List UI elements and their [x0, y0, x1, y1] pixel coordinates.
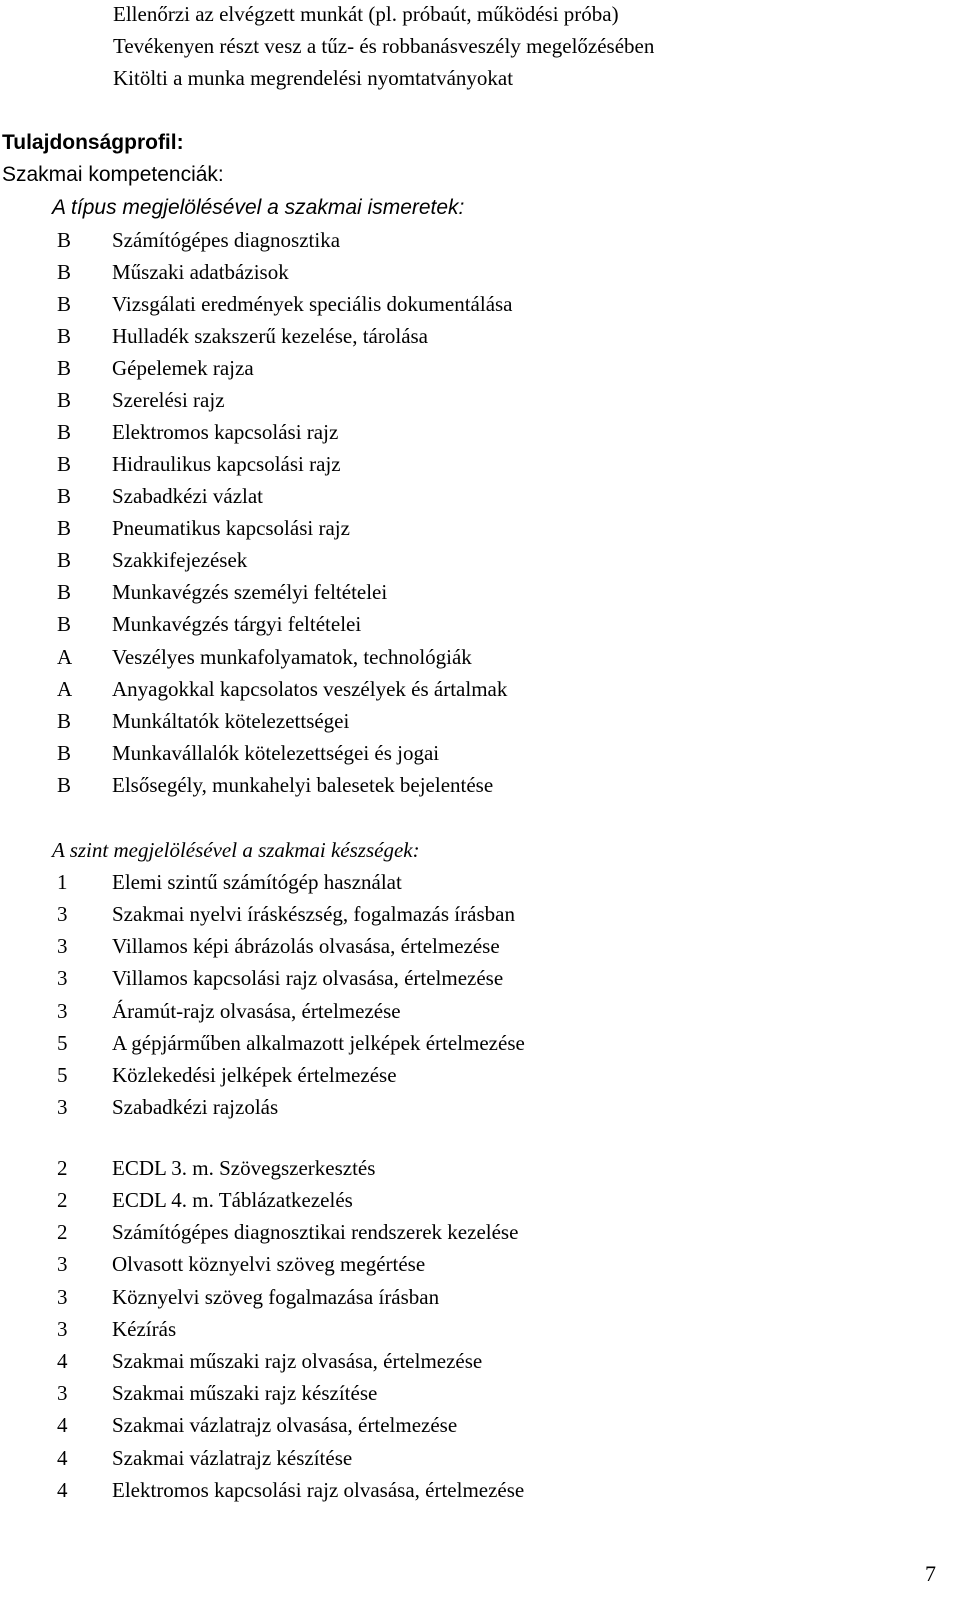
item-text: Szakmai nyelvi íráskészség, fogalmazás írásban [112, 902, 515, 926]
list-item [57, 1031, 525, 1055]
list-item [57, 1285, 439, 1309]
item-code: B [57, 484, 72, 508]
profile-heading: Tulajdonságprofil: [2, 131, 184, 154]
item-code: A [57, 645, 73, 669]
item-text: Munkavégzés személyi feltételei [112, 580, 388, 604]
item-text: Szakmai műszaki rajz készítése [112, 1381, 378, 1405]
item-code: B [57, 260, 72, 284]
item-code: 3 [57, 1285, 68, 1309]
item-text: ECDL 3. m. Szövegszerkesztés [112, 1156, 376, 1180]
list-item [57, 1220, 518, 1244]
item-code: 4 [57, 1446, 68, 1470]
item-text: Munkavégzés tárgyi feltételei [112, 612, 362, 636]
item-text: Pneumatikus kapcsolási rajz [112, 516, 350, 540]
item-text: Számítógépes diagnosztika [112, 228, 341, 252]
list-item [57, 452, 341, 476]
list-item [57, 580, 387, 604]
item-code: 3 [57, 1317, 68, 1341]
item-code: 4 [57, 1478, 68, 1502]
item-code: B [57, 324, 72, 348]
item-code: 5 [57, 1063, 68, 1087]
list-item [57, 548, 247, 572]
item-code: B [57, 709, 72, 733]
knowledge-section-title: A típus megjelölésével a szakmai ismeretek: [52, 196, 465, 219]
item-text: Villamos kapcsolási rajz olvasása, értelmezése [112, 966, 504, 990]
item-code: 4 [57, 1413, 68, 1437]
list-item [57, 1188, 353, 1212]
list-item [57, 1095, 278, 1119]
list-item [57, 999, 401, 1023]
list-item [57, 1381, 377, 1405]
skills-section-title: A szint megjelölésével a szakmai készségek: [52, 838, 420, 862]
item-code: B [57, 420, 72, 444]
item-code: B [57, 388, 72, 412]
list-item [57, 934, 500, 958]
item-code: 5 [57, 1031, 68, 1055]
item-text: Vizsgálati eredmények speciális dokumentálása [112, 292, 513, 316]
item-code: 3 [57, 1095, 68, 1119]
intro-line-2: Tevékenyen részt vesz a tűz- és robbanásveszély megelőzésében [113, 34, 655, 58]
item-text: Szabadkézi vázlat [112, 484, 263, 508]
item-code: B [57, 452, 72, 476]
item-text: Szakmai vázlatrajz olvasása, értelmezése [112, 1413, 458, 1437]
list-item [57, 292, 513, 316]
item-code: 3 [57, 1252, 68, 1276]
item-text: Munkáltatók kötelezettségei [112, 709, 350, 733]
item-code: 4 [57, 1349, 68, 1373]
list-item [57, 902, 515, 926]
item-code: 3 [57, 934, 68, 958]
list-item [57, 677, 507, 701]
list-item [57, 516, 350, 540]
item-text: Szakkifejezések [112, 548, 248, 572]
item-code: B [57, 580, 72, 604]
item-text: Számítógépes diagnosztikai rendszerek kezelése [112, 1220, 519, 1244]
item-text: Veszélyes munkafolyamatok, technológiák [112, 645, 472, 669]
item-text: Szakmai műszaki rajz olvasása, értelmezése [112, 1349, 483, 1373]
intro-line-3: Kitölti a munka megrendelési nyomtatványokat [113, 66, 514, 90]
list-item [57, 388, 225, 412]
item-text: Elektromos kapcsolási rajz [112, 420, 339, 444]
item-text: ECDL 4. m. Táblázatkezelés [112, 1188, 353, 1212]
list-item [57, 1413, 457, 1437]
item-code: 3 [57, 902, 68, 926]
item-text: Hulladék szakszerű kezelése, tárolása [112, 324, 429, 348]
item-text: Elemi szintű számítógép használat [112, 870, 402, 894]
item-code: 2 [57, 1220, 68, 1244]
list-item [57, 741, 439, 765]
list-item [57, 612, 361, 636]
item-code: B [57, 292, 72, 316]
item-text: Köznyelvi szöveg fogalmazása írásban [112, 1285, 440, 1309]
item-text: Szerelési rajz [112, 388, 225, 412]
item-text: Műszaki adatbázisok [112, 260, 289, 284]
item-text: A gépjárműben alkalmazott jelképek értelmezése [112, 1031, 525, 1055]
item-text: Áramút-rajz olvasása, értelmezése [112, 999, 401, 1023]
item-code: B [57, 516, 72, 540]
list-item [57, 1349, 482, 1373]
page-number: 7 [925, 1561, 936, 1586]
list-item [57, 1252, 425, 1276]
list-item [57, 870, 402, 894]
list-item [57, 1063, 397, 1087]
list-item [57, 324, 428, 348]
item-text: Olvasott köznyelvi szöveg megértése [112, 1252, 426, 1276]
list-item [57, 228, 340, 252]
item-text: Elektromos kapcsolási rajz olvasása, értelmezése [112, 1478, 525, 1502]
list-item [57, 1317, 176, 1341]
item-code: 3 [57, 966, 68, 990]
item-text: Anyagokkal kapcsolatos veszélyek és ártalmak [112, 677, 508, 701]
item-text: Szabadkézi rajzolás [112, 1095, 279, 1119]
item-code: 1 [57, 870, 68, 894]
list-item [57, 420, 338, 444]
item-code: 2 [57, 1188, 68, 1212]
item-code: 3 [57, 999, 68, 1023]
item-text: Munkavállalók kötelezettségei és jogai [112, 741, 440, 765]
item-code: B [57, 548, 72, 572]
item-code: B [57, 612, 72, 636]
item-text: Elsősegély, munkahelyi balesetek bejelentése [112, 773, 494, 797]
item-code: B [57, 741, 72, 765]
list-item [57, 773, 493, 797]
list-item [57, 1156, 375, 1180]
list-item [57, 356, 254, 380]
item-code: B [57, 773, 72, 797]
item-text: Kézírás [112, 1317, 177, 1341]
item-code: 3 [57, 1381, 68, 1405]
competencies-heading: Szakmai kompetenciák: [2, 163, 224, 186]
item-text: Gépelemek rajza [112, 356, 254, 380]
item-code: A [57, 677, 73, 701]
item-text: Villamos képi ábrázolás olvasása, értelmezése [112, 934, 500, 958]
item-code: B [57, 356, 72, 380]
item-code: B [57, 228, 72, 252]
list-item [57, 966, 503, 990]
list-item [57, 260, 289, 284]
list-item [57, 709, 349, 733]
list-item [57, 645, 472, 669]
item-text: Hidraulikus kapcsolási rajz [112, 452, 341, 476]
list-item [57, 1478, 524, 1502]
list-item [57, 1446, 352, 1470]
list-item [57, 484, 263, 508]
intro-line-1: Ellenőrzi az elvégzett munkát (pl. próbaút, működési próba) [113, 2, 619, 26]
item-code: 2 [57, 1156, 68, 1180]
item-text: Közlekedési jelképek értelmezése [112, 1063, 397, 1087]
item-text: Szakmai vázlatrajz készítése [112, 1446, 353, 1470]
